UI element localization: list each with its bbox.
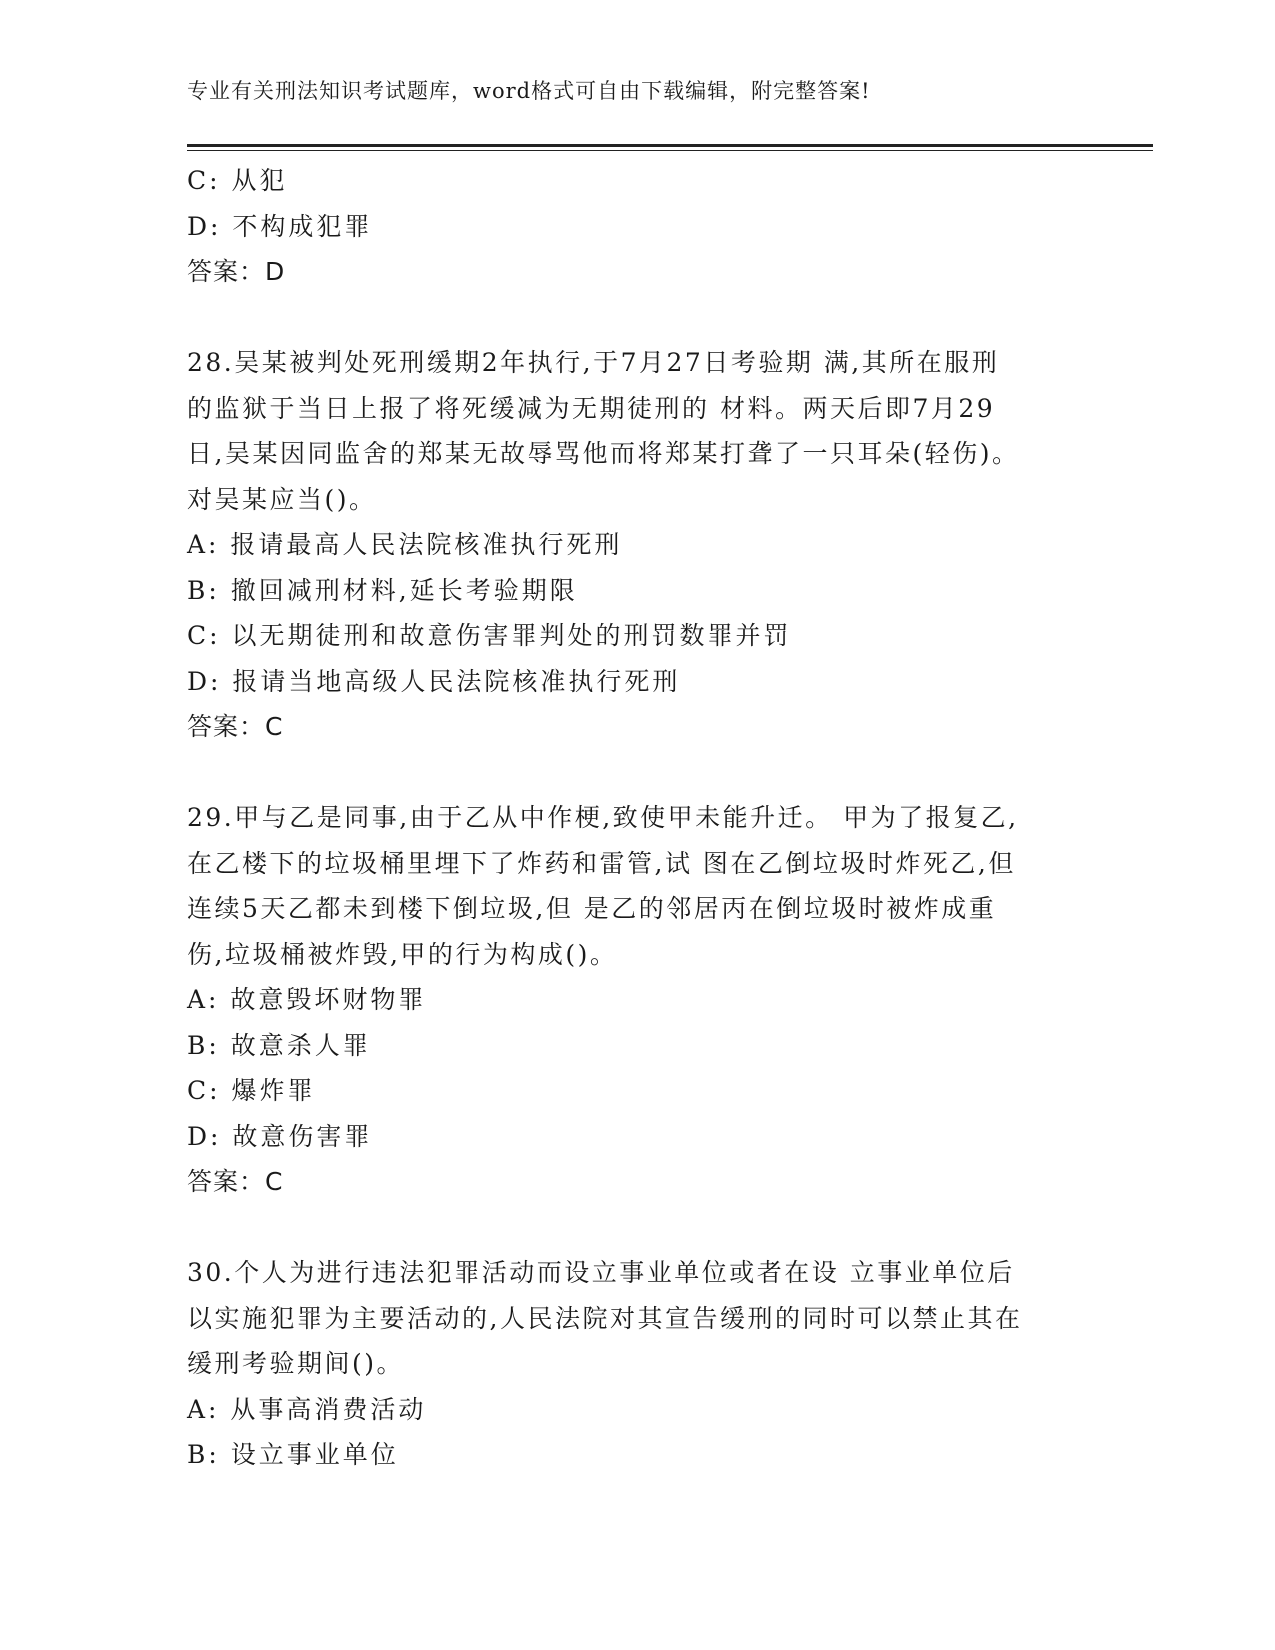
option-a: A: 报请最高人民法院核准执行死刑	[187, 530, 623, 559]
question-text	[187, 340, 1087, 522]
question-line: 的监狱于当日上报了将死缓减为无期徒刑的 材料。两天后即7月29	[187, 393, 996, 423]
question-line: 缓刑考验期间()。	[187, 1349, 405, 1378]
answer-line: 答案：D	[187, 257, 286, 286]
header-divider	[187, 144, 1153, 151]
option-b: B: 撤回减刑材料,延长考验期限	[187, 575, 578, 605]
answer-line: 答案：C	[187, 1167, 284, 1196]
question-line: 30.个人为进行违法犯罪活动而设立事业单位或者在设 立事业单位后	[187, 1258, 1015, 1287]
question-text	[187, 795, 1087, 977]
carryover-block	[187, 158, 1087, 295]
option-line: D: 不构成犯罪	[187, 211, 373, 241]
question-30	[187, 1250, 1087, 1478]
question-29	[187, 795, 1087, 1205]
question-line: 连续5天乙都未到楼下倒垃圾,但 是乙的邻居丙在倒垃圾时被炸成重	[187, 894, 997, 923]
question-line: 日,吴某因同监舍的郑某无故辱骂他而将郑某打聋了一只耳朵(轻伤)。	[187, 439, 1020, 468]
answer-line: 答案：C	[187, 712, 284, 741]
spacer	[187, 1205, 1087, 1251]
question-line: 29.甲与乙是同事,由于乙从中作梗,致使甲未能升迁。 甲为了报复乙,	[187, 803, 1019, 832]
question-line: 28.吴某被判处死刑缓期2年执行,于7月27日考验期 满,其所在服刑	[187, 348, 1000, 377]
question-line: 在乙楼下的垃圾桶里埋下了炸药和雷管,试 图在乙倒垃圾时炸死乙,但	[187, 848, 1016, 878]
option-line: C: 从犯	[187, 166, 288, 195]
question-line: 伤,垃圾桶被炸毁,甲的行为构成()。	[187, 939, 618, 969]
question-text	[187, 1250, 1087, 1387]
option-a: A: 从事高消费活动	[187, 1394, 427, 1424]
option-c: C: 以无期徒刑和故意伤害罪判处的刑罚数罪并罚	[187, 621, 792, 650]
option-d: D: 报请当地高级人民法院核准执行死刑	[187, 666, 681, 696]
option-b: B: 设立事业单位	[187, 1440, 399, 1469]
option-c: C: 爆炸罪	[187, 1076, 316, 1105]
spacer	[187, 750, 1087, 796]
question-28	[187, 340, 1087, 750]
option-a: A: 故意毁坏财物罪	[187, 985, 427, 1014]
page-header: 专业有关刑法知识考试题库，word格式可自由下载编辑，附完整答案!	[187, 79, 871, 103]
option-d: D: 故意伤害罪	[187, 1121, 373, 1151]
document-body	[187, 158, 1087, 1478]
spacer	[187, 295, 1087, 341]
question-line: 对吴某应当()。	[187, 484, 377, 514]
option-b: B: 故意杀人罪	[187, 1030, 371, 1060]
question-line: 以实施犯罪为主要活动的,人民法院对其宣告缓刑的同时可以禁止其在	[187, 1303, 1023, 1333]
